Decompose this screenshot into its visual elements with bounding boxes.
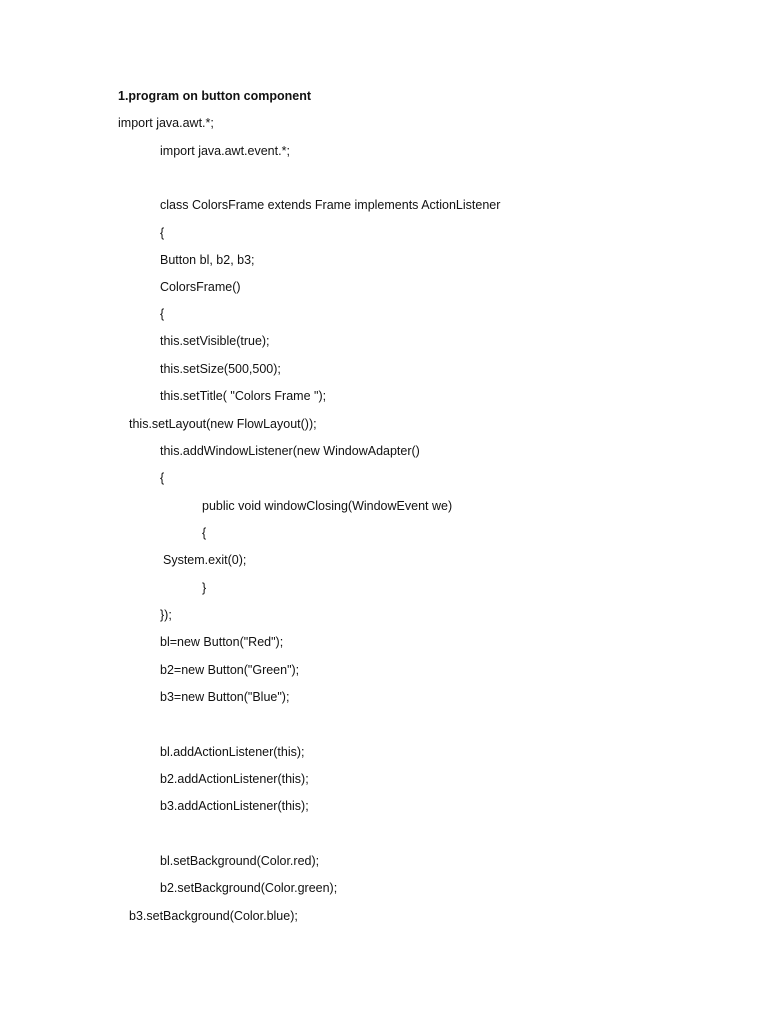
code-line: { — [160, 226, 165, 240]
code-line: this.setSize(500,500); — [160, 362, 281, 376]
code-line: { — [160, 471, 165, 485]
code-line: b3.addActionListener(this); — [160, 799, 309, 813]
code-line: b3.setBackground(Color.blue); — [129, 909, 298, 923]
code-line: this.setLayout(new FlowLayout()); — [129, 417, 317, 431]
code-line: b2=new Button("Green"); — [160, 663, 300, 677]
code-line: bl.setBackground(Color.red); — [160, 854, 320, 868]
code-line: { — [160, 307, 165, 321]
code-line: bl=new Button("Red"); — [160, 635, 284, 649]
code-line: bl.addActionListener(this); — [160, 745, 305, 759]
code-line: this.addWindowListener(new WindowAdapter() — [160, 444, 420, 458]
code-line: System.exit(0); — [163, 553, 247, 567]
code-line: b2.setBackground(Color.green); — [160, 881, 338, 895]
code-line: public void windowClosing(WindowEvent we) — [202, 499, 453, 513]
code-line: import java.awt.event.*; — [160, 144, 290, 158]
document-heading: 1.program on button component — [118, 89, 312, 103]
code-line: b2.addActionListener(this); — [160, 772, 309, 786]
code-line: this.setTitle( "Colors Frame "); — [160, 389, 327, 403]
code-line: ColorsFrame() — [160, 280, 241, 294]
code-line: }); — [160, 608, 172, 622]
code-line: b3=new Button("Blue"); — [160, 690, 290, 704]
code-line: Button bl, b2, b3; — [160, 253, 255, 267]
code-line: class ColorsFrame extends Frame implements ActionListener — [160, 198, 501, 212]
code-line: { — [202, 526, 207, 540]
code-line: } — [202, 581, 207, 595]
code-line: this.setVisible(true); — [160, 334, 270, 348]
code-line: import java.awt.*; — [118, 116, 214, 130]
